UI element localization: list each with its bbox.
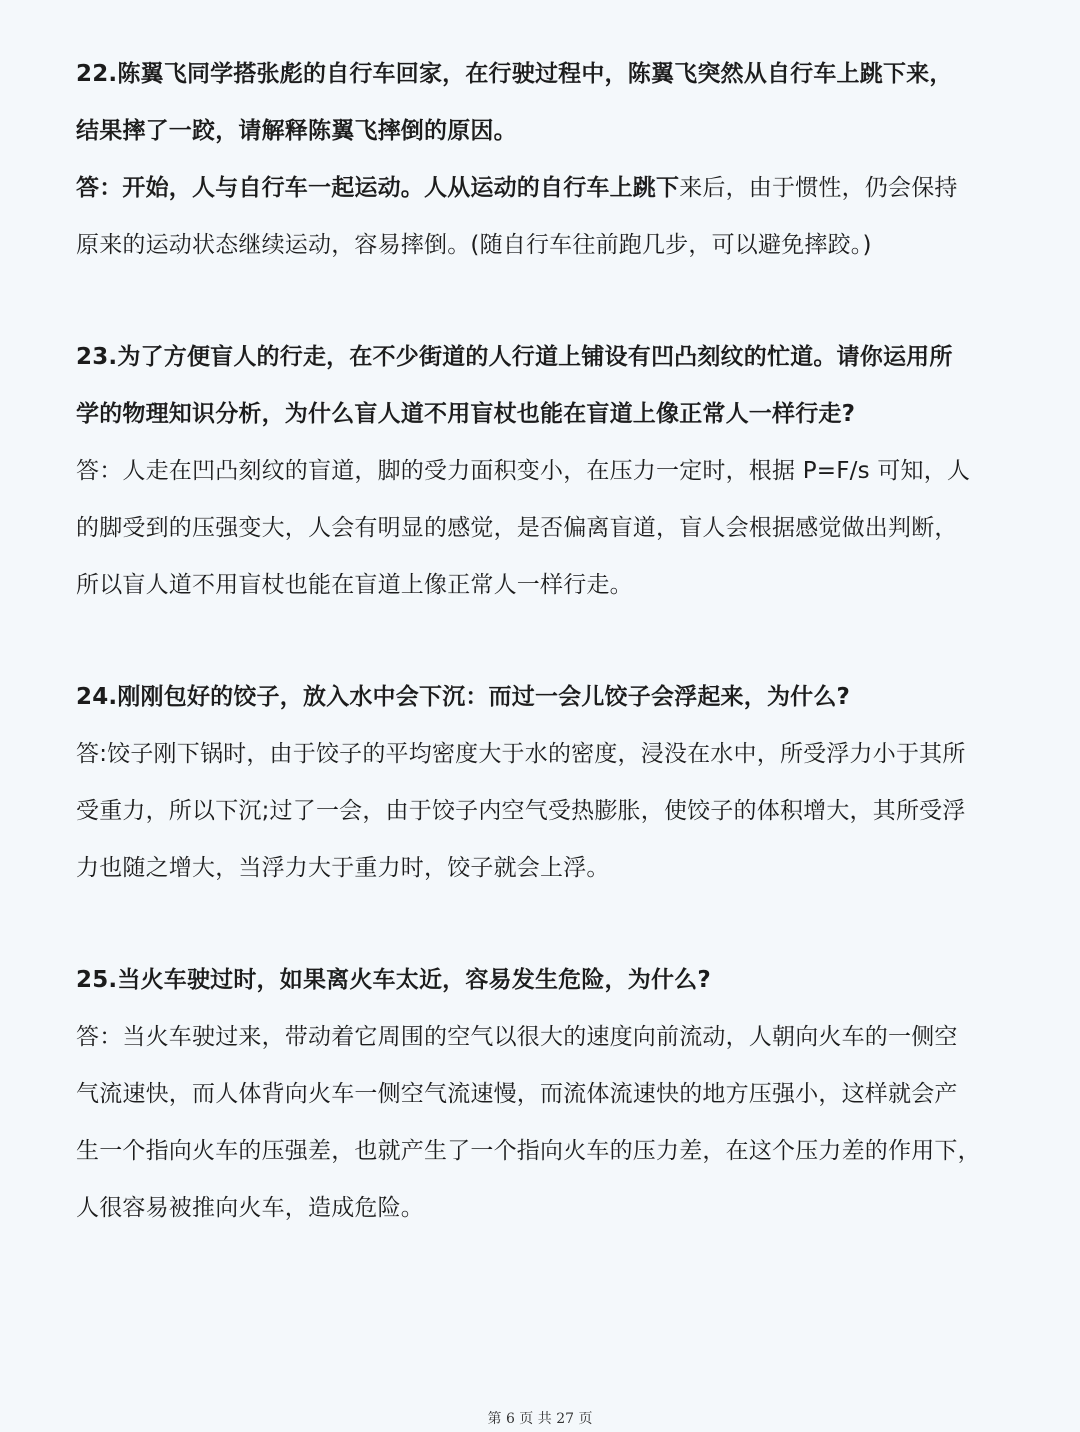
question-25-line-1: 25.当火车驶过时，如果离火车太近，容易发生危险，为什么? [76,967,711,993]
answer-23-line-1: 答：人走在凹凸刻纹的盲道，脚的受力面积变小，在压力一定时，根据 P=F/s 可知，人 [76,458,971,484]
question-block-23 [76,329,1006,614]
question-block-22 [76,46,1006,274]
answer-22-normal-part: 来后，由于惯性，仍会保持 [679,175,958,201]
answer-25-line-2: 气流速快，而人体背向火车一侧空气流速慢，而流体流速快的地方压强小，这样就会产 [76,1081,958,1107]
answer-23-line-2: 的脚受到的压强变大，人会有明显的感觉，是否偏离盲道，盲人会根据感觉做出判断， [76,515,958,541]
answer-24-line-2: 受重力，所以下沉;过了一会，由于饺子内空气受热膨胀，使饺子的体积增大，其所受浮 [76,798,966,824]
document-page [76,46,1006,1237]
answer-22-bold-part: 答：开始，人与自行车一起运动。人从运动的自行车上跳下 [76,175,680,201]
question-24-line-1: 24.刚刚包好的饺子，放入水中会下沉：而过一会儿饺子会浮起来，为什么? [76,684,851,710]
question-23-line-1: 23.为了方便盲人的行走，在不少街道的人行道上铺设有凹凸刻纹的忙道。请你运用所 [76,344,953,370]
question-block-25 [76,952,1006,1237]
answer-24-line-3: 力也随之增大，当浮力大于重力时，饺子就会上浮。 [76,855,610,881]
answer-25-line-1: 答：当火车驶过来，带动着它周围的空气以很大的速度向前流动，人朝向火车的一侧空 [76,1024,958,1050]
question-22-line-1: 22.陈翼飞同学搭张彪的自行车回家，在行驶过程中，陈翼飞突然从自行车上跳下来， [76,61,953,87]
question-block-24 [76,669,1006,897]
question-23-line-2: 学的物理知识分析，为什么盲人道不用盲杖也能在盲道上像正常人一样行走? [76,401,856,427]
answer-24-line-1: 答:饺子刚下锅时，由于饺子的平均密度大于水的密度，浸没在水中，所受浮力小于其所 [76,741,966,767]
answer-22-line-1 [76,160,1006,217]
answer-25-line-4: 人很容易被推向火车，造成危险。 [76,1195,424,1221]
answer-22-line-2: 原来的运动状态继续运动，容易摔倒。(随自行车往前跑几步，可以避免摔跤。) [76,232,872,258]
page-number-footer: 第 6 页 共 27 页 [487,1411,593,1427]
answer-23-line-3: 所以盲人道不用盲杖也能在盲道上像正常人一样行走。 [76,572,633,598]
answer-25-line-3: 生一个指向火车的压强差，也就产生了一个指向火车的压力差，在这个压力差的作用下， [76,1138,981,1164]
question-22-line-2: 结果摔了一跤，请解释陈翼飞摔倒的原因。 [76,118,517,144]
